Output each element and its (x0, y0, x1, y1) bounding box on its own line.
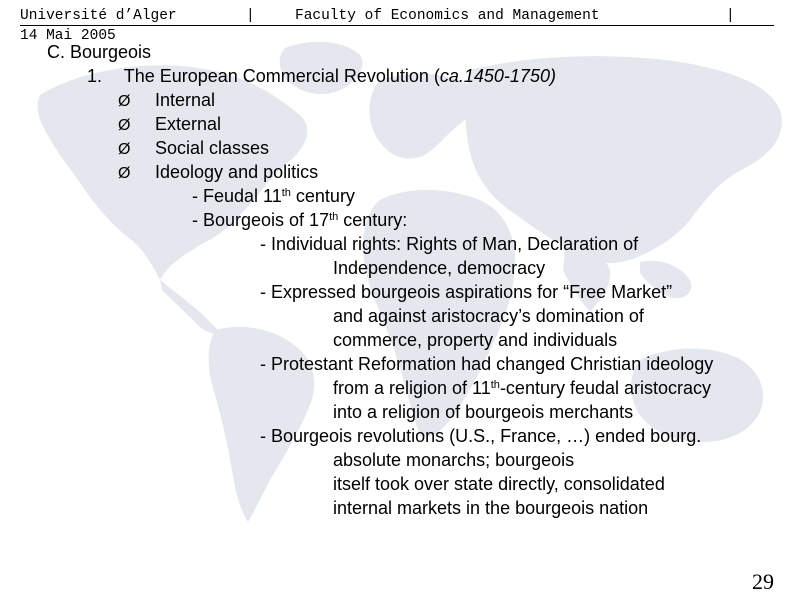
point-revolutions-line1: - Bourgeois revolutions (U.S., France, …) ended bourg. (260, 426, 702, 446)
superscript: th (490, 379, 500, 391)
central-america-shape (160, 280, 220, 333)
bullet-text: Internal (155, 90, 216, 110)
point-text: -century feudal aristocracy (499, 378, 712, 398)
bullet-text: Ideology and politics (155, 162, 319, 182)
sub-item-text: century (290, 186, 355, 206)
institution-name: Université d’Alger (20, 8, 177, 24)
header-separator: | (246, 8, 255, 24)
slide-header (20, 8, 774, 26)
sub-item-feudal (192, 185, 355, 207)
point-reform-line2 (333, 377, 711, 399)
arrow-bullet-icon: Ø (118, 141, 131, 158)
point-rights-line1: - Individual rights: Rights of Man, Declaration of (260, 234, 639, 254)
point-market-line2: and against aristocracy’s domination of (333, 306, 644, 326)
bullet-item (118, 113, 222, 137)
bullet-item (118, 161, 319, 185)
bullet-text: Social classes (155, 138, 270, 158)
item-number: 1. (87, 66, 103, 86)
header-separator-end: | (726, 8, 735, 24)
bullet-text: External (155, 114, 222, 134)
point-rights-line2: Independence, democracy (333, 258, 546, 278)
point-market-line1: - Expressed bourgeois aspirations for “Free Market” (260, 282, 673, 302)
point-revolutions-line2: absolute monarchs; bourgeois (333, 450, 575, 470)
page-number: 29 (752, 569, 774, 594)
sub-item-text: - Bourgeois of 17 (192, 210, 330, 230)
sub-item-text: - Feudal 11 (192, 186, 282, 206)
point-reform-line3: into a religion of bourgeois merchants (333, 402, 634, 422)
section-heading: C. Bourgeois (47, 42, 152, 62)
header-date: 14 Mai 2005 (20, 28, 116, 44)
item-title-italic: ca.1450-1750) (439, 66, 556, 86)
faculty-name: Faculty of Economics and Management (295, 8, 600, 24)
superscript: th (329, 211, 339, 223)
item-title: The European Commercial Revolution ( (123, 66, 440, 86)
bullet-item (118, 137, 270, 161)
point-revolutions-line4: internal markets in the bourgeois nation (333, 498, 649, 518)
sub-item-text: century: (338, 210, 408, 230)
sub-item-bourgeois-17 (192, 209, 407, 231)
point-revolutions-line3: itself took over state directly, consolidated (333, 474, 665, 494)
arrow-bullet-icon: Ø (118, 117, 131, 134)
arrow-bullet-icon: Ø (118, 165, 131, 182)
point-market-line3: commerce, property and individuals (333, 330, 618, 350)
arrow-bullet-icon: Ø (118, 93, 131, 110)
point-reform-line1: - Protestant Reformation had changed Christian ideology (260, 354, 714, 374)
point-text: from a religion of 11 (333, 378, 491, 398)
superscript: th (281, 187, 291, 199)
bullet-item (118, 89, 216, 113)
numbered-item (87, 65, 556, 87)
